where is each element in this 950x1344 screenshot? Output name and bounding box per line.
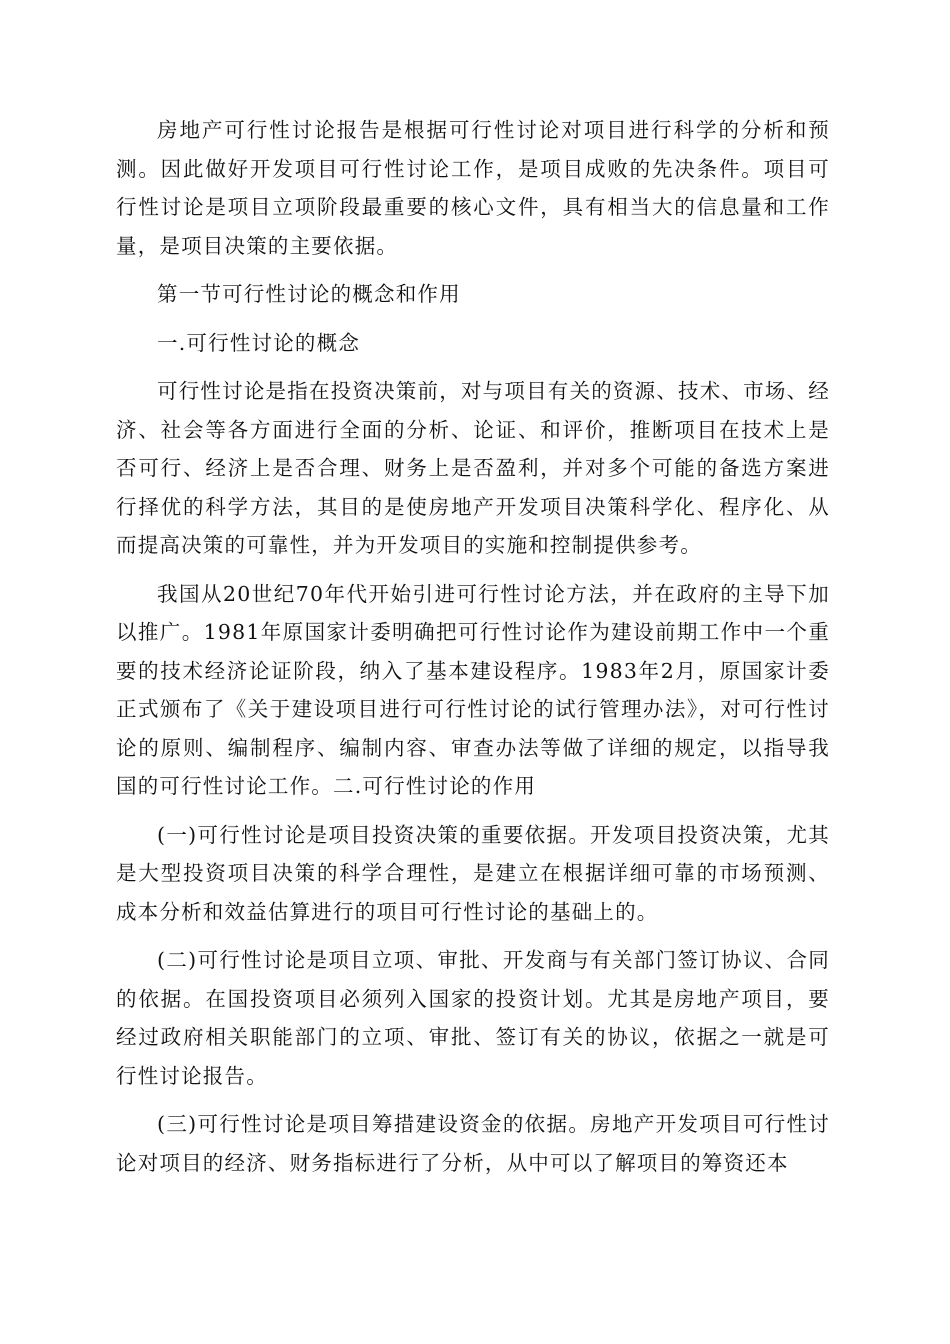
section-heading: 第一节可行性讨论的概念和作用 <box>157 282 461 306</box>
paragraph-concept: 可行性讨论是指在投资决策前，对与项目有关的资源、技术、市场、经济、社会等各方面进行全面的分析、论证、和评价，推断项目在技术上是否可行、经济上是否合理、财务上是否盈利，并对多个可能的备选方案进行择优的科学方法，其目的是使房地产开发项目决策科学化、程序化、从而提高决策的可靠性，并为开发项目的实施和控制提供参考。 <box>116 379 830 557</box>
paragraph-role-1: (一)可行性讨论是项目投资决策的重要依据。开发项目投资决策，尤其是大型投资项目决策的科学合理性，是建立在根据详细可靠的市场预测、成本分析和效益估算进行的项目可行性讨论的基础上的。 <box>116 822 830 924</box>
paragraph-intro: 房地产可行性讨论报告是根据可行性讨论对项目进行科学的分析和预测。因此做好开发项目可行性讨论工作，是项目成败的先决条件。项目可行性讨论是项目立项阶段最重要的核心文件，具有相当大的信息量和工作量，是项目决策的主要依据。 <box>116 118 830 258</box>
paragraph-role-2: (二)可行性讨论是项目立项、审批、开发商与有关部门签订协议、合同的依据。在国投资项目必须列入国家的投资计划。尤其是房地产项目，要经过政府相关职能部门的立项、审批、签订有关的协议，依据之一就是可行性讨论报告。 <box>116 948 830 1088</box>
paragraph-role-3: (三)可行性讨论是项目筹措建设资金的依据。房地产开发项目可行性讨论对项目的经济、财务指标进行了分析，从中可以了解项目的筹资还本 <box>116 1112 830 1175</box>
subsection-heading-concept: 一.可行性讨论的概念 <box>157 330 361 355</box>
paragraph-history: 我国从20世纪70年代开始引进可行性讨论方法，并在政府的主导下加以推广。1981年原国家计委明确把可行性讨论作为建设前期工作中一个重要的技术经济论证阶段，纳入了基本建设程序。1983年2月，原国家计委正式颁布了《关于建设项目进行可行性讨论的试行管理办法》，对可行性讨论的原则、编制程序、编制内容、审查办法等做了详细的规定，以指导我国的可行性讨论工作。二.可行性讨论的作用 <box>116 581 830 798</box>
